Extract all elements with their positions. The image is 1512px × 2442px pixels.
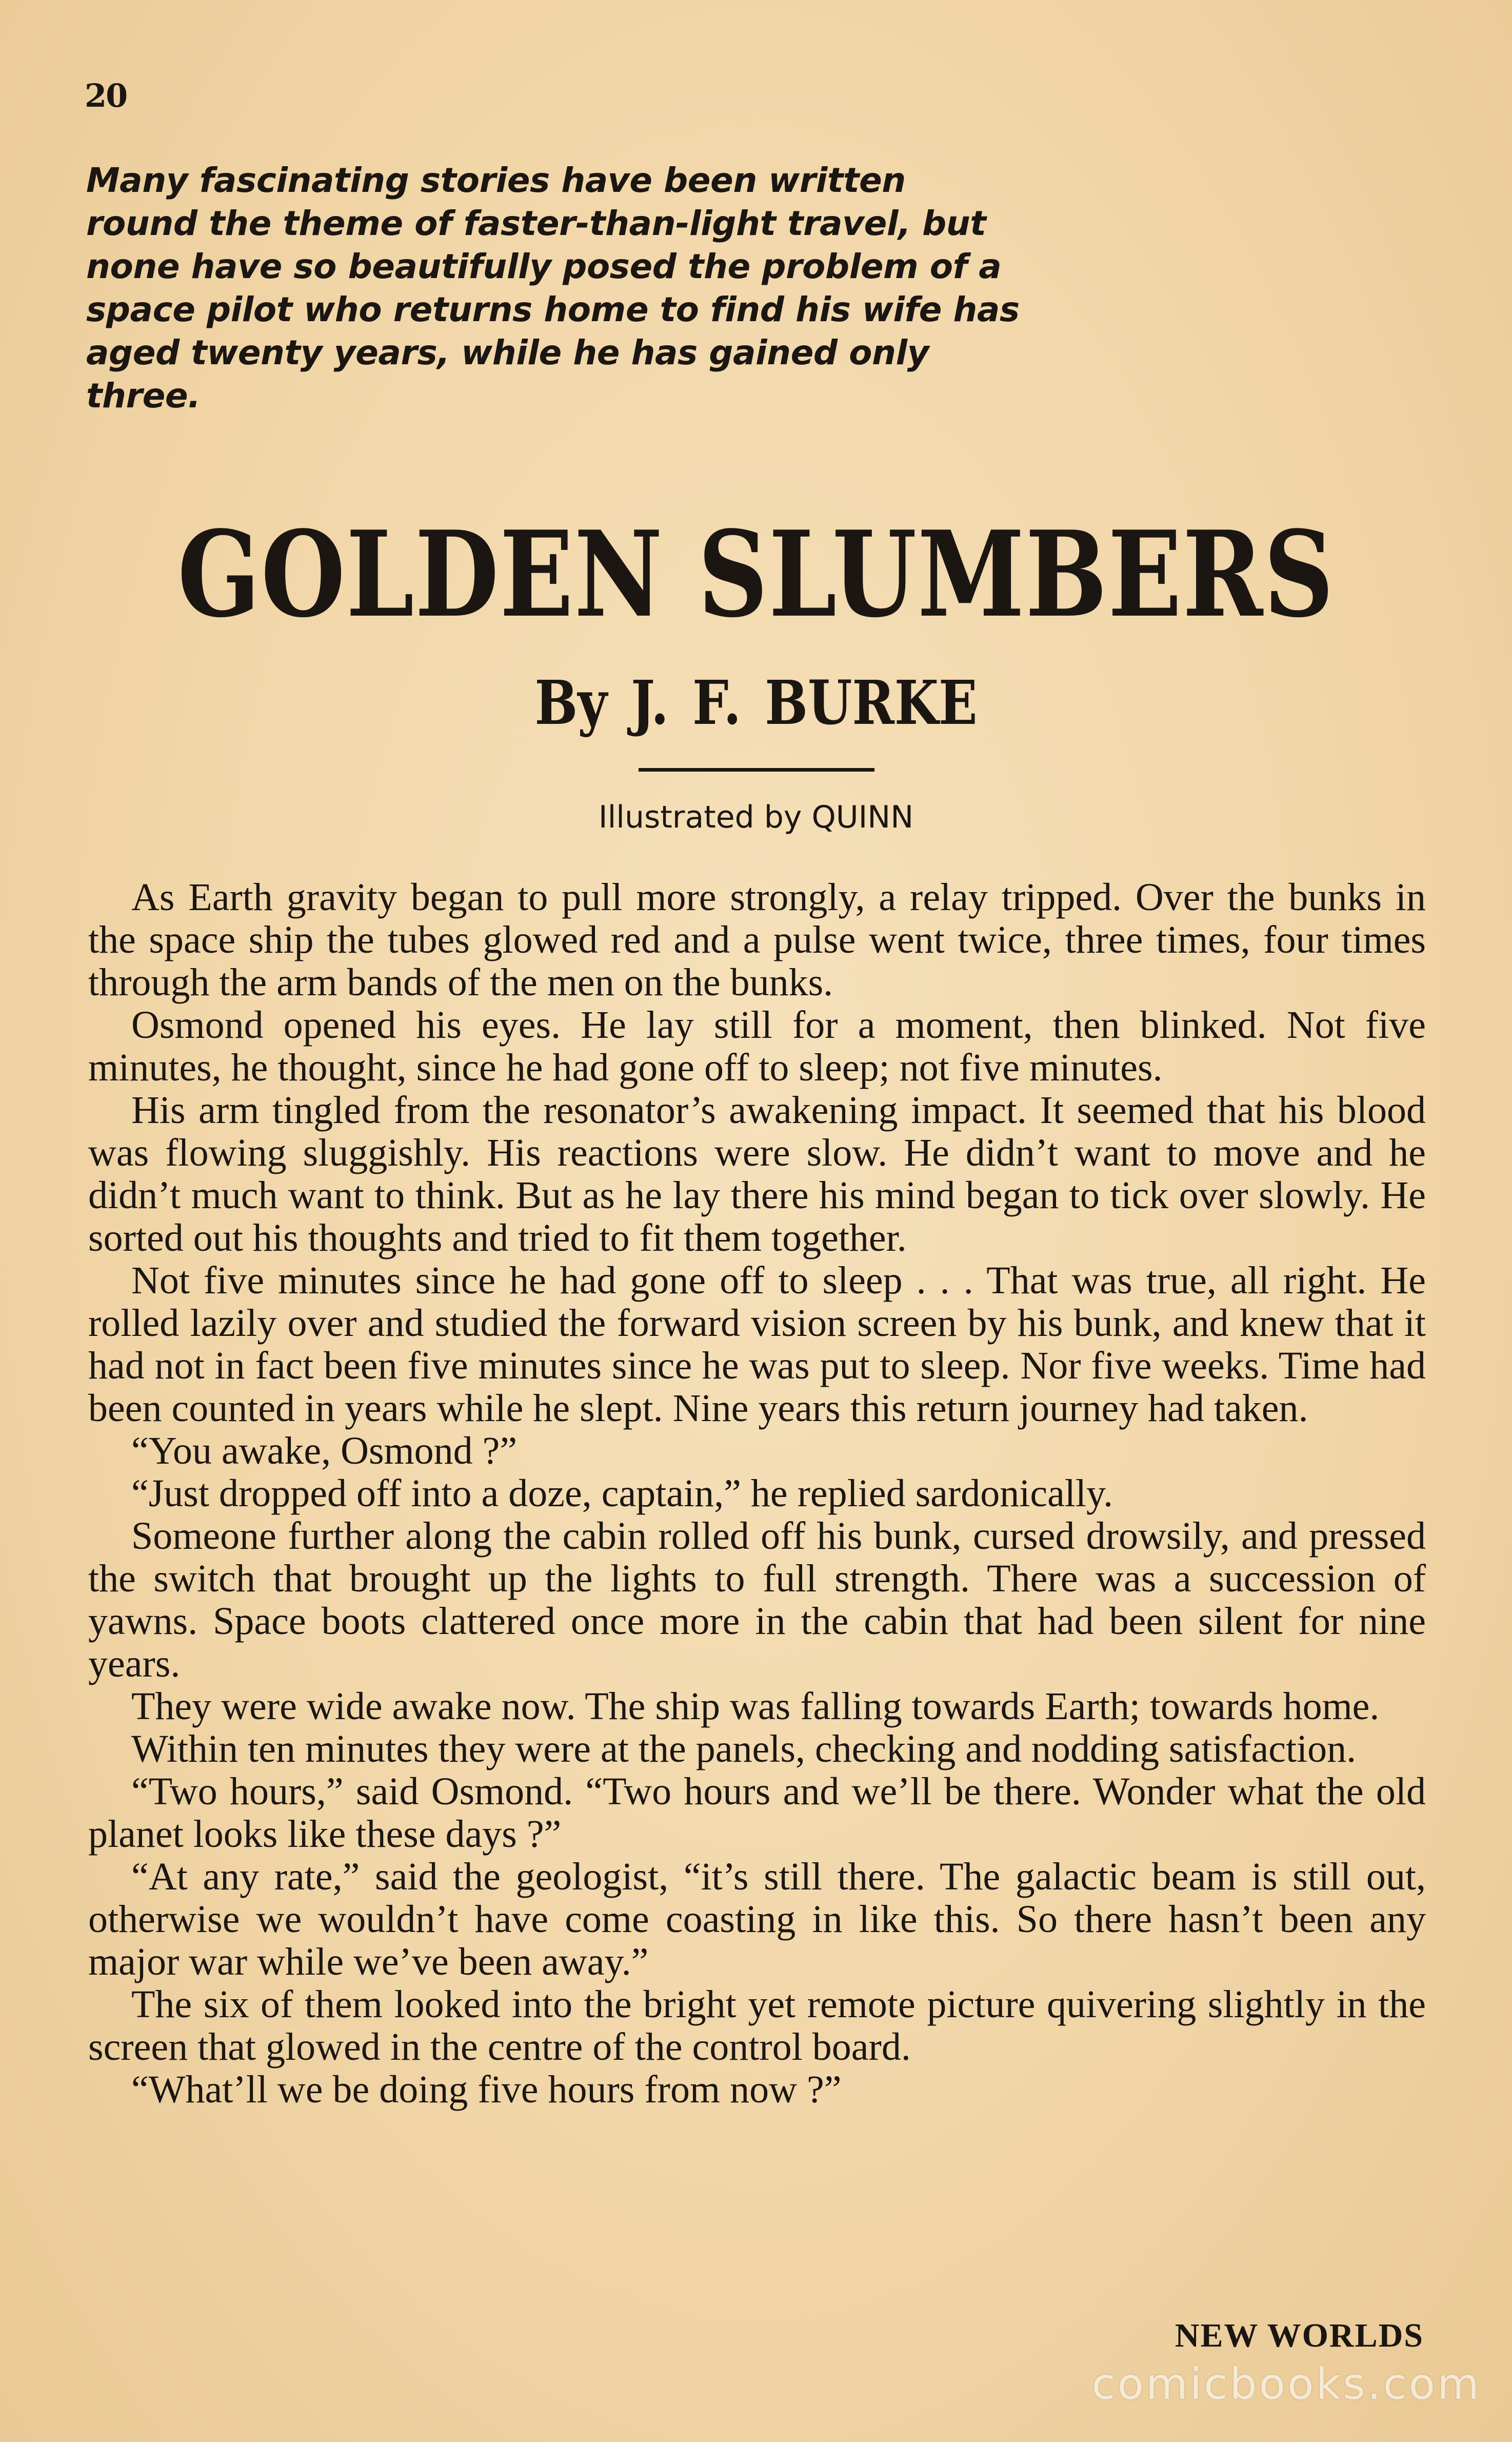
page-number: 20 bbox=[85, 77, 127, 114]
story-title: GOLDEN SLUMBERS bbox=[177, 505, 1335, 644]
story-blurb: Many fascinating stories have been written round the theme of faster-than-light travel, but none have so beautifully posed the problem of a space pilot who returns home to find his wife has aged twenty years, while he has gained only three. bbox=[86, 161, 1020, 416]
author-byline: By J. F. BURKE bbox=[534, 667, 978, 738]
paragraph: Not five minutes since he had gone off to sleep . . . That was true, all right. He rolled lazily over and studied the forward vision screen by his bunk, and knew that it had not in fact been five minutes since he was put to sleep. Nor five weeks. Time had been counted in years while he slept. Nine years this return journey had taken. bbox=[88, 1259, 1426, 1430]
paragraph: “At any rate,” said the geologist, “it’s still there. The galactic beam is still out, otherwise we wouldn’t have come coasting in like this. So there hasn’t been any major war while we’ve been away.” bbox=[88, 1855, 1426, 1983]
paragraph: “You awake, Osmond ?” bbox=[131, 1429, 518, 1472]
paragraph: They were wide awake now. The ship was falling towards Earth; towards home. bbox=[131, 1685, 1380, 1728]
paragraph: The six of them looked into the bright yet remote picture quivering slightly in the screen that glowed in the centre of the control board. bbox=[88, 1983, 1426, 2069]
title-divider bbox=[639, 768, 874, 772]
paragraph: His arm tingled from the resonator’s awakening impact. It seemed that his blood was flowing sluggishly. His reactions were slow. He didn’t want to move and he didn’t much want to think. But as he lay there his mind began to tick over slowly. He sorted out his thoughts and tried to fit them together. bbox=[88, 1089, 1426, 1259]
paragraph: “Just dropped off into a doze, captain,” he replied sardonically. bbox=[131, 1472, 1113, 1515]
paragraph: Osmond opened his eyes. He lay still for a moment, then blinked. Not five minutes, he thought, since he had gone off to sleep; not five minutes. bbox=[88, 1003, 1426, 1089]
site-watermark: comicbooks.com bbox=[1091, 2359, 1481, 2409]
paragraph: Someone further along the cabin rolled off his bunk, cursed drowsily, and pressed the switch that brought up the lights to full strength. There was a succession of yawns. Space boots clattered once more in the cabin that had been silent for nine years. bbox=[88, 1514, 1426, 1685]
magazine-name-footer: NEW WORLDS bbox=[1175, 2317, 1424, 2354]
paragraph: “What’ll we be doing five hours from now ?” bbox=[131, 2068, 842, 2111]
paragraph: “Two hours,” said Osmond. “Two hours and we’ll be there. Wonder what the old planet looks like these days ?” bbox=[88, 1770, 1426, 1856]
paragraph: Within ten minutes they were at the panels, checking and nodding satisfaction. bbox=[131, 1727, 1357, 1770]
story-body bbox=[88, 876, 1426, 2111]
paragraph: As Earth gravity began to pull more strongly, a relay tripped. Over the bunks in the space ship the tubes glowed red and a pulse went twice, three times, four times through the arm bands of the men on the bunks. bbox=[88, 876, 1426, 1004]
illustrator-credit: Illustrated by QUINN bbox=[598, 799, 914, 835]
